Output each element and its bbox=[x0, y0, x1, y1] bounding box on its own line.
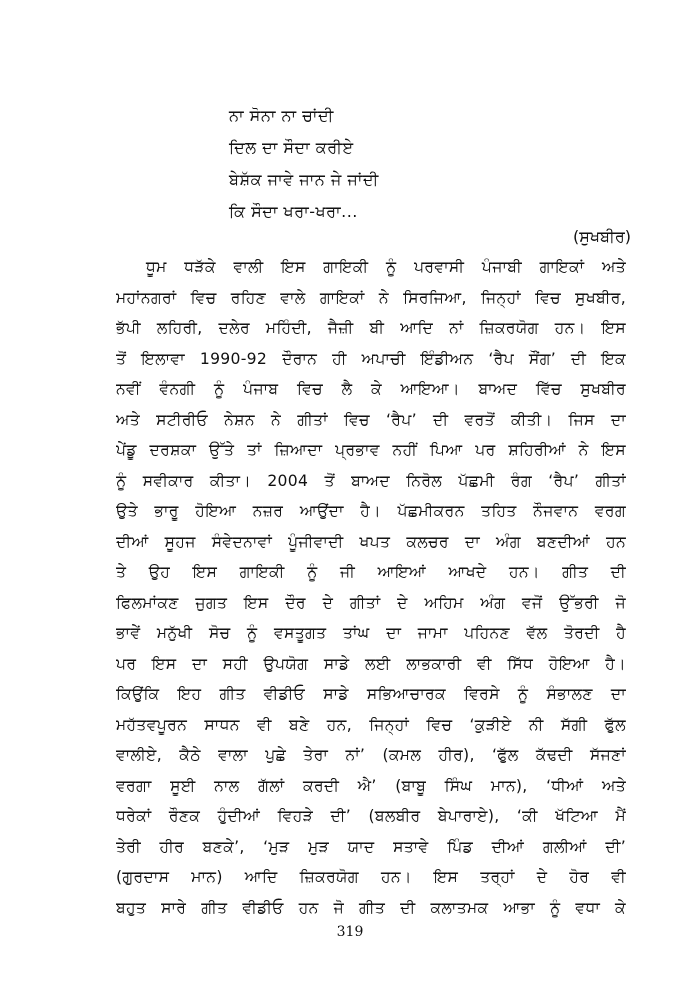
body-line: ਅਤੇ ਸਟੀਰੀਓ ਨੇਸ਼ਨ ਨੇ ਗੀਤਾਂ ਵਿਚ ‘ਰੈਪ’ ਦੀ ਵਰਤੋਂ ਕੀਤੀ। ਜਿਸ ਦਾ bbox=[116, 410, 626, 429]
page-number: 319 bbox=[336, 924, 364, 940]
verse-line: ਦਿਲ ਦਾ ਸੌਦਾ ਕਰੀਏ bbox=[229, 138, 354, 157]
body-line: ਉਤੇ ਭਾਰੂ ਹੋਇਆ ਨਜ਼ਰ ਆਉਂਦਾ ਹੈ। ਪੱਛਮੀਕਰਨ ਤਹਿਤ ਨੌਜਵਾਨ ਵਰਗ bbox=[116, 502, 626, 520]
body-line: ਧਰੇਕਾਂ ਰੌਣਕ ਹੁੰਦੀਆਂ ਵਿਹੜੇ ਦੀ’ (ਬਲਬੀਰ ਬੇਪਾਰਾਏ), ‘ਕੀ ਖੱਟਿਆ ਮੈਂ bbox=[116, 807, 626, 825]
body-line: ਨੂੰ ਸਵੀਕਾਰ ਕੀਤਾ। 2004 ਤੋਂ ਬਾਅਦ ਨਿਰੋਲ ਪੱਛਮੀ ਰੰਗ ‘ਰੈਪ’ ਗੀਤਾਂ bbox=[116, 471, 626, 490]
body-line: ਭੱਪੀ ਲਹਿਰੀ, ਦਲੇਰ ਮਹਿੰਦੀ, ਜੈਜ਼ੀ ਬੀ ਆਦਿ ਨਾਂ ਜ਼ਿਕਰਯੋਗ ਹਨ। ਇਸ bbox=[116, 319, 626, 337]
body-line: (ਗੁਰਦਾਸ ਮਾਨ) ਆਦਿ ਜ਼ਿਕਰਯੋਗ ਹਨ। ਇਸ ਤਰ੍ਹਾਂ ਦੇ ਹੋਰ ਵੀ bbox=[116, 868, 626, 886]
body-line: ਤੇ ਉਹ ਇਸ ਗਾਇਕੀ ਨੂੰ ਜੀ ਆਇਆਂ ਆਖਦੇ ਹਨ। ਗੀਤ ਦੀ bbox=[116, 563, 626, 581]
body-line: ਪਰ ਇਸ ਦਾ ਸਹੀ ਉਪਯੋਗ ਸਾਡੇ ਲਈ ਲਾਭਕਾਰੀ ਵੀ ਸਿੱਧ ਹੋਇਆ ਹੈ। bbox=[116, 654, 626, 673]
body-line: ਤੋਂ ਇਲਾਵਾ 1990-92 ਦੌਰਾਨ ਹੀ ਅਪਾਚੀ ਇੰਡੀਅਨ ‘ਰੈਪ ਸੌਂਗ’ ਦੀ ਇਕ bbox=[116, 349, 626, 368]
body-line: ਵਾਲੀਏ, ਕੈਠੇ ਵਾਲਾ ਪੁਛੇ ਤੇਰਾ ਨਾਂ’ (ਕਮਲ ਹੀਰ), ‘ਫੁੱਲ ਕੱਢਦੀ ਸੱਜਣਾਂ bbox=[116, 746, 626, 764]
body-line: ਮਹੱਤਵਪੂਰਨ ਸਾਧਨ ਵੀ ਬਣੇ ਹਨ, ਜਿਨ੍ਹਾਂ ਵਿਚ ‘ਕੁੜੀਏ ਨੀ ਸੱਗੀ ਫੁੱਲ bbox=[116, 715, 626, 734]
verse-line: ਕਿ ਸੌਦਾ ਖਰਾ-ਖਰਾ... bbox=[229, 202, 358, 221]
body-line: ਨਵੀਂ ਵੰਨਗੀ ਨੂੰ ਪੰਜਾਬ ਵਿਚ ਲੈ ਕੇ ਆਇਆ। ਬਾਅਦ ਵਿੱਚ ਸੁਖਬੀਰ bbox=[116, 380, 626, 398]
verse-line: ਨਾ ਸੋਨਾ ਨਾ ਚਾਂਦੀ bbox=[229, 106, 334, 125]
body-line: ਕਿਉਂਕਿ ਇਹ ਗੀਤ ਵੀਡੀਓ ਸਾਡੇ ਸਭਿਆਚਾਰਕ ਵਿਰਸੇ ਨੂੰ ਸੰਭਾਲਣ ਦਾ bbox=[116, 685, 626, 703]
body-line: ਬਹੁਤ ਸਾਰੇ ਗੀਤ ਵੀਡੀਓ ਹਨ ਜੋ ਗੀਤ ਦੀ ਕਲਾਤਮਕ ਆਭਾ ਨੂੰ ਵਧਾ ਕੇ bbox=[116, 898, 626, 917]
body-line: ਪੇਂਡੂ ਦਰਸ਼ਕਾ ਉੱਤੇ ਤਾਂ ਜ਼ਿਆਦਾ ਪ੍ਰਭਾਵ ਨਹੀਂ ਪਿਆ ਪਰ ਸ਼ਹਿਰੀਆਂ ਨੇ ਇਸ bbox=[116, 441, 626, 459]
body-line: ਤੇਰੀ ਹੀਰ ਬਣਕੇ’, ‘ਮੁੜ ਮੁੜ ਯਾਦ ਸਤਾਵੇ ਪਿੰਡ ਦੀਆਂ ਗਲੀਆਂ ਦੀ’ bbox=[116, 837, 626, 856]
poem-verse bbox=[229, 100, 379, 228]
body-line: ਦੀਆਂ ਸੂਹਜ ਸੰਵੇਦਨਾਵਾਂ ਪੂੰਜੀਵਾਦੀ ਖਪਤ ਕਲਚਰ ਦਾ ਅੰਗ ਬਣਦੀਆਂ ਹਨ bbox=[116, 532, 626, 551]
body-line: ਧੂਮ ਧੜੱਕੇ ਵਾਲੀ ਇਸ ਗਾਇਕੀ ਨੂੰ ਪਰਵਾਸੀ ਪੰਜਾਬੀ ਗਾਇਕਾਂ ਅਤੇ bbox=[146, 258, 626, 276]
body-line: ਵਰਗਾ ਸੂਈ ਨਾਲ ਗੱਲਾਂ ਕਰਦੀ ਐ’ (ਬਾਬੂ ਸਿੰਘ ਮਾਨ), ‘ਧੀਆਂ ਅਤੇ bbox=[116, 776, 626, 795]
body-line: ਮਹਾਂਨਗਰਾਂ ਵਿਚ ਰਹਿਣ ਵਾਲੇ ਗਾਇਕਾਂ ਨੇ ਸਿਰਜਿਆ, ਜਿਨ੍ਹਾਂ ਵਿਚ ਸੁਖਬੀਰ, bbox=[116, 288, 626, 307]
verse-line: ਬੇਸ਼ੱਕ ਜਾਵੇ ਜਾਨ ਜੇ ਜਾਂਦੀ bbox=[229, 170, 379, 189]
verse-attribution: (ਸੁਖਬੀਰ) bbox=[572, 227, 631, 246]
body-line: ਫਿਲਮਾਂਕਣ ਜੁਗਤ ਇਸ ਦੌਰ ਦੇ ਗੀਤਾਂ ਦੇ ਅਹਿਮ ਅੰਗ ਵਜੋਂ ਉੱਭਰੀ ਜੋ bbox=[116, 593, 626, 612]
body-paragraph bbox=[116, 252, 626, 923]
body-line: ਭਾਵੇਂ ਮਨੁੱਖੀ ਸੋਚ ਨੂੰ ਵਸਤੂਗਤ ਤਾਂਘ ਦਾ ਜਾਮਾ ਪਹਿਨਣ ਵੱਲ ਤੋਰਦੀ ਹੈ bbox=[116, 624, 626, 642]
